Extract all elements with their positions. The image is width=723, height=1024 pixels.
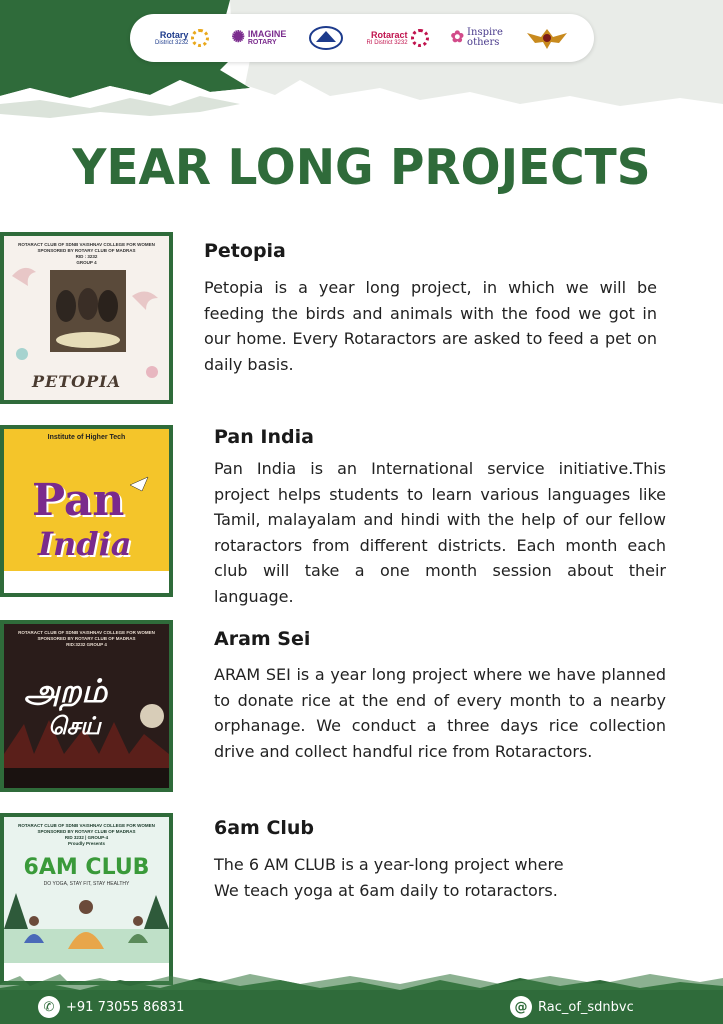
6am-club-description-line-2: We teach yoga at 6am daily to rotaractors. (214, 881, 558, 900)
aram-sei-poster (0, 620, 173, 792)
footer-phone-number: +91 73055 86831 (66, 999, 185, 1015)
rotary-district-logo: Rotary District 3232 (155, 29, 209, 47)
rotaract-district-logo: Rotaract RI District 3232 (367, 29, 429, 47)
partner-logos-bar (130, 14, 594, 62)
flower-icon: ✿ (450, 29, 465, 46)
6am-club-description-line-1: The 6 AM CLUB is a year-long project where (214, 855, 564, 874)
page-title: YEAR LONG PROJECTS (72, 138, 651, 197)
pan-india-description: Pan India is an International service initiative.This project helps students to learn various languages like Tamil, malayalam and hindi with the help of our fellow rotaractors from different districts. Each month each club will take a one month session about their language. (214, 459, 666, 606)
rotary-wheel-icon (191, 29, 209, 47)
eagle-crest-logo (525, 25, 569, 51)
pan-india-poster-art (4, 429, 169, 593)
aram-sei-heading: Aram Sei (214, 628, 311, 650)
petopia-poster (0, 232, 173, 404)
eagle-crest-icon (525, 25, 569, 51)
college-emblem-icon (308, 25, 344, 51)
petopia-description: Petopia is a year long project, in which we will be feeding the birds and animals with the food we got in our home. Every Rotaractors are asked to feed a pet on daily basis. (204, 278, 657, 374)
aram-sei-poster-caption: ROTARACT CLUB OF SDNB VAISHNAV COLLEGE FOR WOMEN SPONSORED BY ROTARY CLUB OF MADRAS RID:3232 GROUP 4 (18, 630, 155, 647)
pan-india-poster-title-1: Pan (32, 475, 125, 526)
petopia-poster-caption: ROTARACT CLUB OF SDNB VAISHNAV COLLEGE FOR WOMEN SPONSORED BY ROTARY CLUB OF MADRAS RID : 3232 GROUP 4 (18, 242, 155, 265)
footer-instagram[interactable] (510, 996, 634, 1018)
footer-phone[interactable] (38, 996, 184, 1018)
6am-club-poster-subtitle: DO YOGA, STAY FIT, STAY HEALTHY (43, 881, 130, 887)
aram-sei-poster-title-1: அறம் (24, 672, 108, 710)
6am-club-heading: 6am Club (214, 817, 315, 839)
pan-india-poster (0, 425, 173, 597)
6am-club-poster-caption: ROTARACT CLUB OF SDNB VAISHNAV COLLEGE FOR WOMEN SPONSORED BY ROTARY CLUB OF MADRAS RID 3232 | GROUP-4 Proudly Presents (18, 823, 155, 846)
6am-club-poster-art (4, 817, 169, 981)
footer-handle: Rac_of_sdnbvc (538, 999, 634, 1015)
pan-india-poster-caption: Institute of Higher Tech (47, 434, 126, 441)
petopia-heading: Petopia (204, 240, 286, 262)
phone-icon: ✆ (38, 996, 60, 1018)
aram-sei-poster-title-2: செய் (48, 712, 101, 740)
petopia-poster-title: PETOPIA (32, 372, 121, 391)
imagine-rotary-logo: ✺ IMAGINE ROTARY (231, 29, 287, 46)
6am-club-poster-title: 6AM CLUB (23, 855, 150, 880)
sparkle-icon: ✺ (231, 29, 245, 46)
aram-sei-description: ARAM SEI is a year long project where we have planned to donate rice at the end of every month to a nearby orphanage. We conduct a three days rice collection drive and collect handful rice from Rotaractors. (214, 665, 666, 761)
pan-india-poster-title-2: India (38, 525, 132, 563)
rotaract-wheel-icon (411, 29, 429, 47)
at-sign-icon: @ (510, 996, 532, 1018)
inspire-others-logo: ✿ Inspire others (450, 27, 503, 48)
pan-india-heading: Pan India (214, 426, 314, 448)
college-emblem-logo (308, 25, 344, 51)
